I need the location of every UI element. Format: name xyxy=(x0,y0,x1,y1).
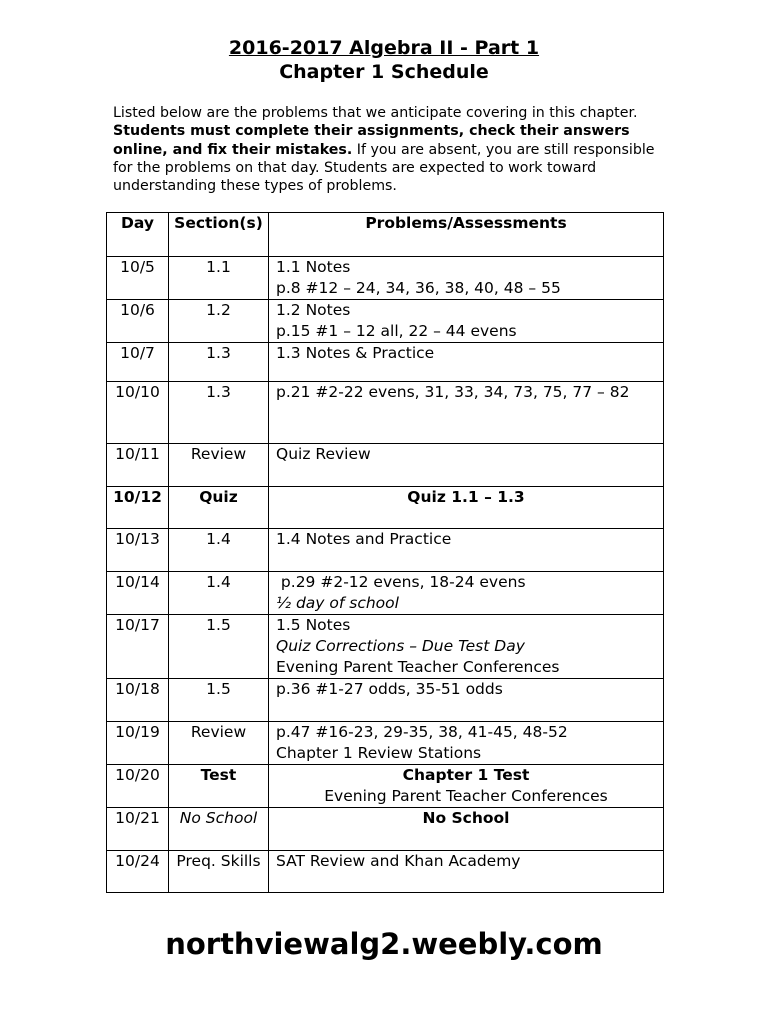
table-row xyxy=(107,851,664,893)
row-problems xyxy=(269,679,664,722)
table-row xyxy=(107,300,664,343)
row-day: 10/20 xyxy=(107,765,169,808)
row-section: 1.1 xyxy=(169,257,269,300)
problem-line: Evening Parent Teacher Conferences xyxy=(276,658,560,676)
row-day: 10/11 xyxy=(107,444,169,487)
table-row xyxy=(107,679,664,722)
row-section: 1.3 xyxy=(169,343,269,382)
header-section: Section(s) xyxy=(169,213,269,257)
row-day: 10/18 xyxy=(107,679,169,722)
row-problems xyxy=(269,382,664,444)
header-day: Day xyxy=(107,213,169,257)
row-problems xyxy=(269,487,664,529)
problem-line: Quiz Corrections – Due Test Day xyxy=(276,637,525,655)
row-section: Review xyxy=(169,722,269,765)
row-section: 1.4 xyxy=(169,529,269,572)
row-section: 1.5 xyxy=(169,679,269,722)
row-day: 10/24 xyxy=(107,851,169,893)
row-problems xyxy=(269,257,664,300)
row-problems xyxy=(269,300,664,343)
problem-line: p.8 #12 – 24, 34, 36, 38, 40, 48 – 55 xyxy=(276,279,561,297)
row-section: 1.3 xyxy=(169,382,269,444)
problem-line: p.15 #1 – 12 all, 22 – 44 evens xyxy=(276,322,517,340)
row-day: 10/17 xyxy=(107,615,169,679)
row-problems xyxy=(269,572,664,615)
problem-line: 1.5 Notes xyxy=(276,616,351,634)
problem-line: ½ day of school xyxy=(276,594,399,612)
schedule-table xyxy=(106,212,664,893)
table-row xyxy=(107,382,664,444)
row-day: 10/21 xyxy=(107,808,169,851)
problem-line: 1.4 Notes and Practice xyxy=(276,530,452,548)
row-section: 1.5 xyxy=(169,615,269,679)
row-day: 10/6 xyxy=(107,300,169,343)
row-problems xyxy=(269,343,664,382)
problem-line: 1.2 Notes xyxy=(276,301,351,319)
problem-line: p.47 #16-23, 29-35, 38, 41-45, 48-52 xyxy=(276,723,568,741)
table-row xyxy=(107,343,664,382)
row-day: 10/19 xyxy=(107,722,169,765)
row-problems xyxy=(269,615,664,679)
intro-emphasis: Students must complete their assignments, check their answers online, and fix their mistakes. xyxy=(113,123,630,158)
intro-text: Listed below are the problems that we anticipate covering in this chapter. xyxy=(113,105,638,121)
problem-line: p.36 #1-27 odds, 35-51 odds xyxy=(276,680,503,698)
row-problems xyxy=(269,444,664,487)
header-problems: Problems/Assessments xyxy=(269,213,664,257)
problem-line: 1.1 Notes xyxy=(276,258,351,276)
table-row xyxy=(107,444,664,487)
row-section: Preq. Skills xyxy=(169,851,269,893)
row-day xyxy=(107,382,169,444)
row-problems xyxy=(269,722,664,765)
problem-line: No School xyxy=(422,809,510,827)
row-day: 10/12 xyxy=(107,487,169,529)
table-row xyxy=(107,257,664,300)
problem-line: Chapter 1 Review Stations xyxy=(276,744,482,762)
document-subtitle: Chapter 1 Schedule xyxy=(279,61,489,83)
problem-line: SAT Review and Khan Academy xyxy=(276,852,521,870)
row-day-text: 10/10 xyxy=(115,383,160,401)
row-problems xyxy=(269,529,664,572)
intro-text-continued: If you are absent, you are still responsible for the problems on that day. Students are expected to work toward understanding these types of problems. xyxy=(113,141,655,195)
website-url: northviewalg2.weebly.com xyxy=(165,927,603,961)
table-row xyxy=(107,722,664,765)
table-row xyxy=(107,487,664,529)
problem-line: 1.3 Notes & Practice xyxy=(276,344,435,362)
row-section: No School xyxy=(169,808,269,851)
table-header-row xyxy=(107,213,664,257)
document-title: 2016-2017 Algebra II - Part 1 xyxy=(228,37,540,59)
problem-line: Chapter 1 Test xyxy=(402,766,530,784)
row-section: Quiz xyxy=(169,487,269,529)
row-problems xyxy=(269,808,664,851)
row-day: 10/5 xyxy=(107,257,169,300)
table-row xyxy=(107,615,664,679)
row-section: 1.4 xyxy=(169,572,269,615)
problem-line: Quiz Review xyxy=(276,445,371,463)
table-row xyxy=(107,808,664,851)
row-section: 1.2 xyxy=(169,300,269,343)
problem-line: Quiz 1.1 – 1.3 xyxy=(407,488,525,506)
table-row xyxy=(107,765,664,808)
table-row xyxy=(107,529,664,572)
problem-line: Evening Parent Teacher Conferences xyxy=(324,787,608,805)
row-section: Review xyxy=(169,444,269,487)
row-day: 10/13 xyxy=(107,529,169,572)
row-problems xyxy=(269,765,664,808)
problem-line: p.29 #2-12 evens, 18-24 evens xyxy=(276,573,526,591)
row-section: Test xyxy=(169,765,269,808)
row-day: 10/14 xyxy=(107,572,169,615)
row-day: 10/7 xyxy=(107,343,169,382)
table-row xyxy=(107,572,664,615)
problem-line: p.21 #2-22 evens, 31, 33, 34, 73, 75, 77 – 82 xyxy=(276,383,630,401)
row-problems xyxy=(269,851,664,893)
intro-paragraph xyxy=(113,104,673,195)
